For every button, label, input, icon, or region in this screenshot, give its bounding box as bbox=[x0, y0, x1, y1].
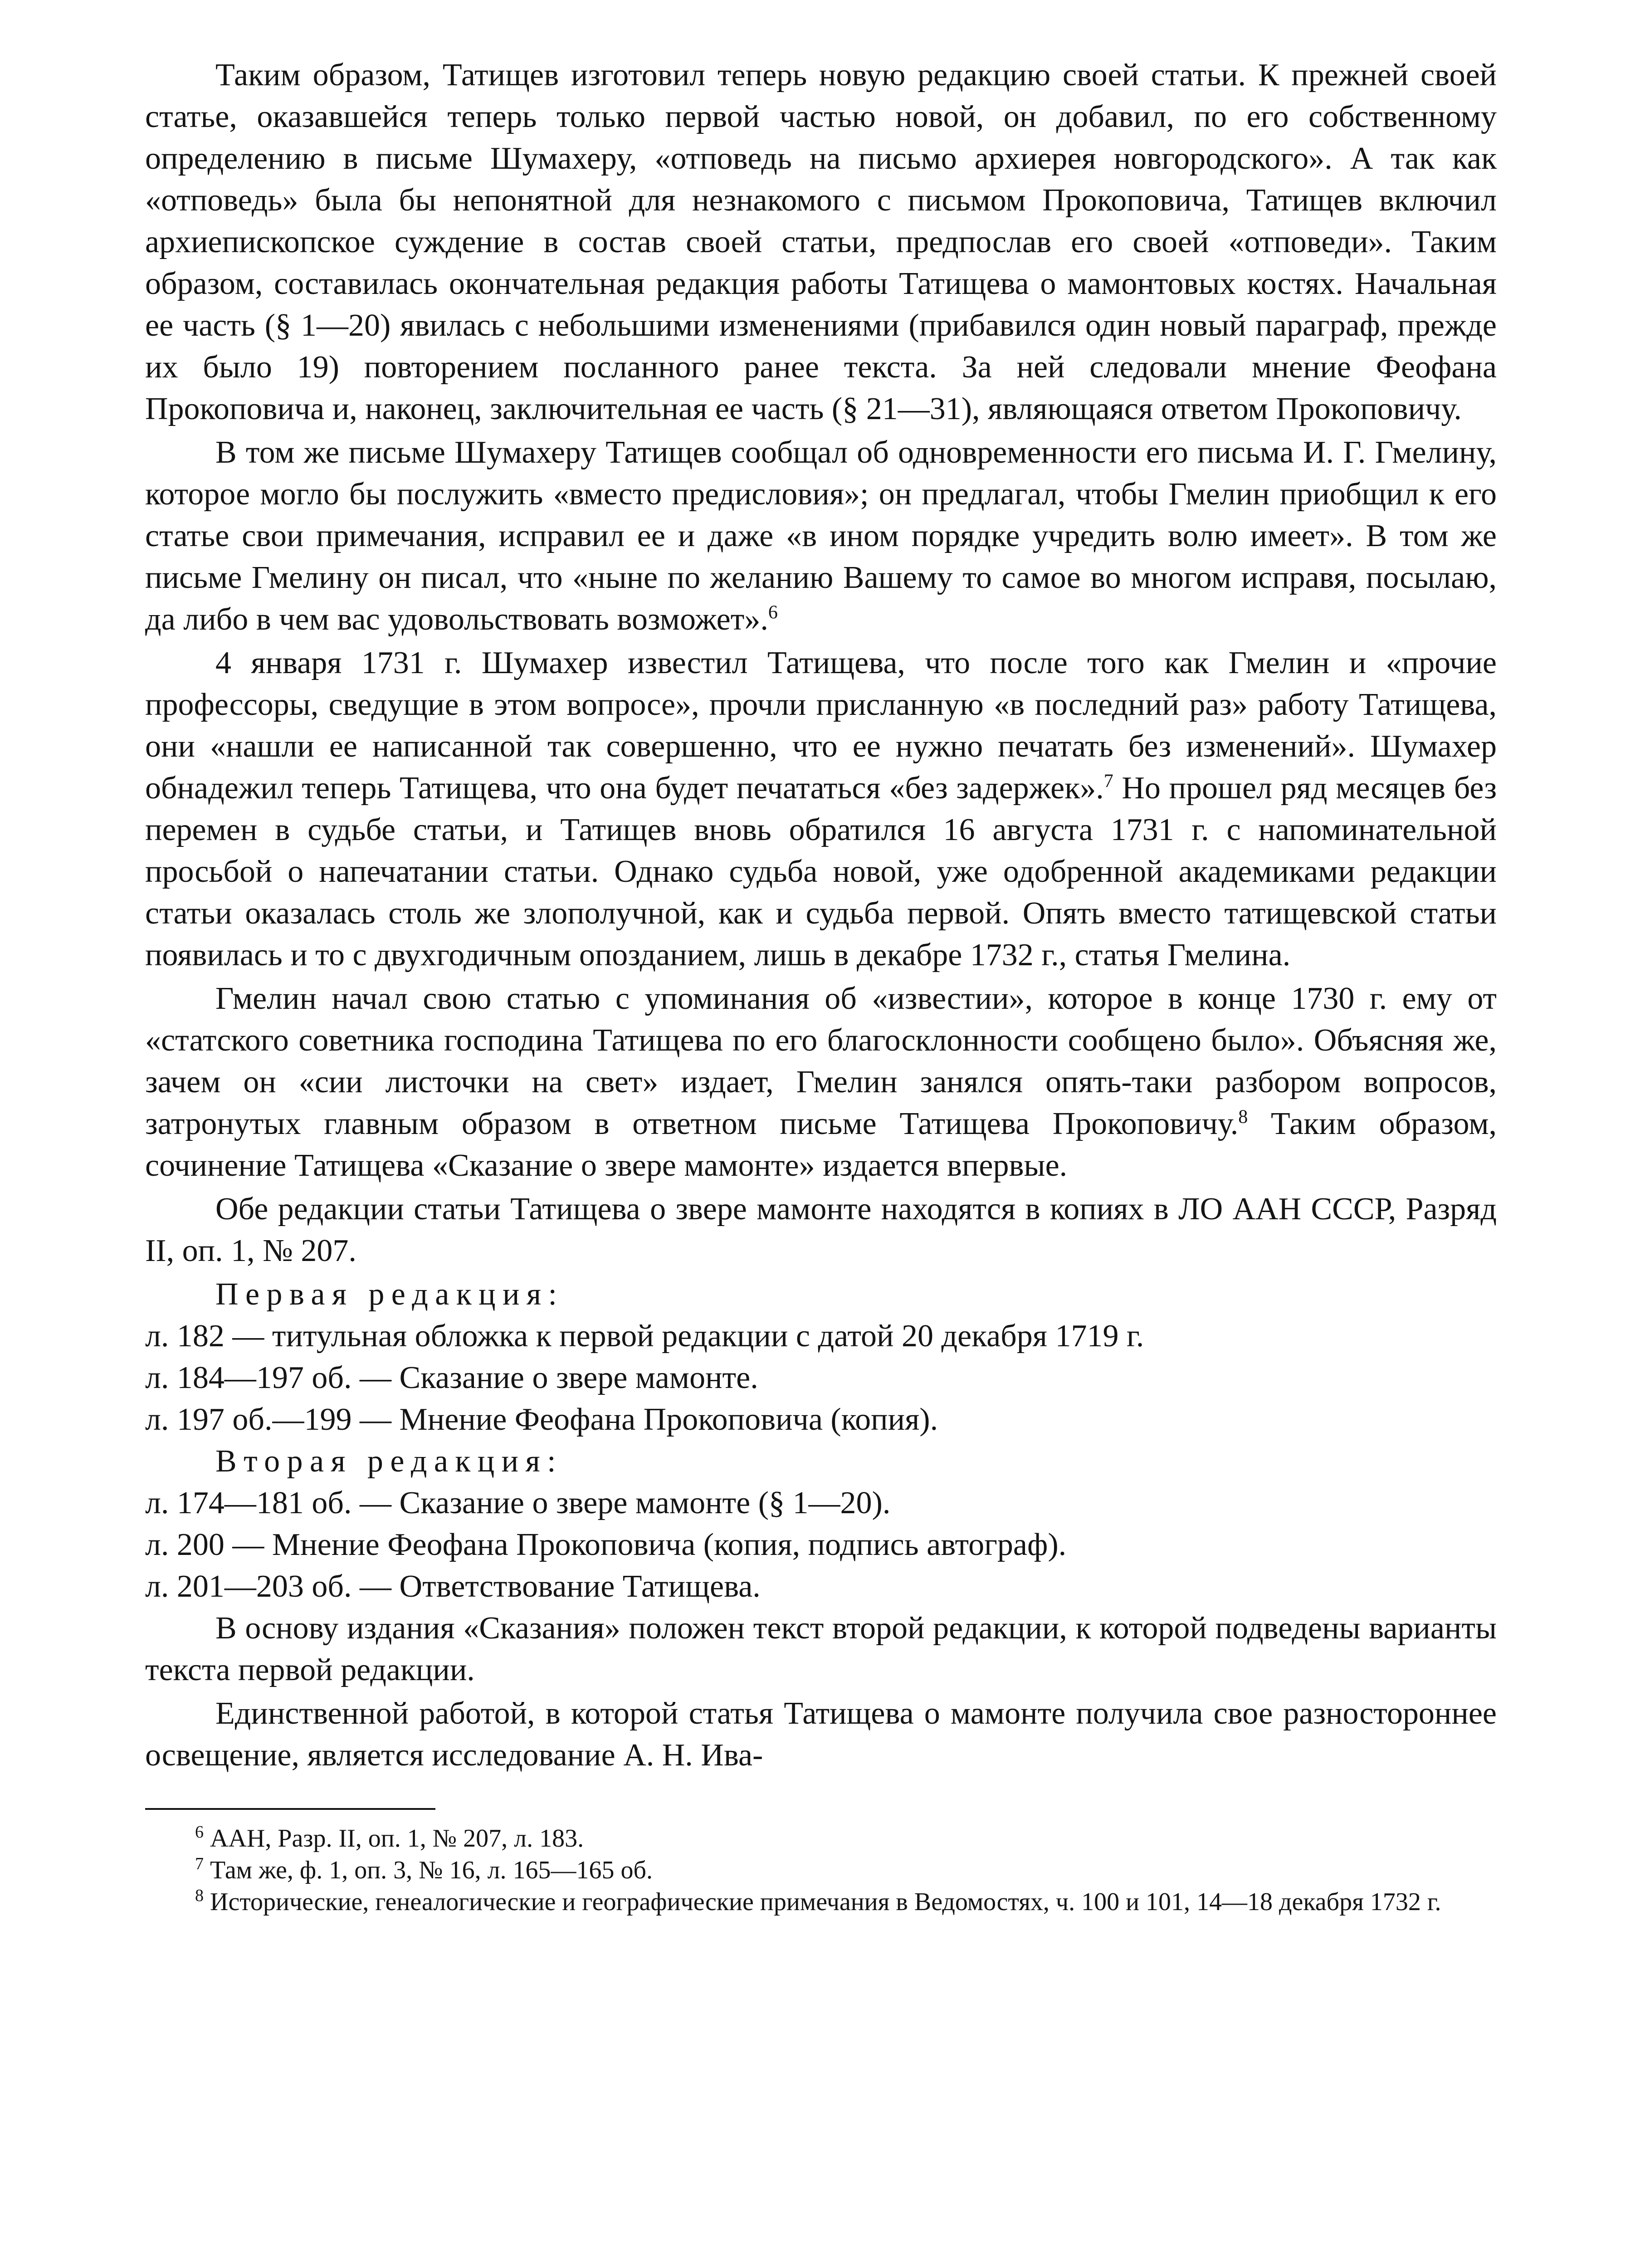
footnote-ref-6: 6 bbox=[768, 602, 778, 623]
paragraph-2-text: В том же письме Шумахеру Татищев сообщал об одновременности его письма И. Г. Гмелину, которое могло бы послужить «вместо предисловия»; он предлагал, чтобы Гмелин приобщил к его статье свои примечания, исправил ее и даже «в ином порядке учредить волю имеет». В том же письме Гмелину он писал, что «ныне по желанию Вашему то самое во многом исправя, посылаю, да либо в чем вас удовольствовать возможет». bbox=[145, 435, 1497, 637]
second-edition-item: л. 200 — Мнение Феофана Прокоповича (копия, подпись автограф). bbox=[145, 1527, 1067, 1562]
first-edition-item: л. 197 об.—199 — Мнение Феофана Прокоповича (копия). bbox=[145, 1402, 938, 1437]
paragraph-1: Таким образом, Татищев изготовил теперь новую редакцию своей статьи. К прежней своей статье, оказавшейся теперь только первой частью новой, он добавил, по его собственному определению в письме Шумахеру, «отповедь на письмо архиерея новгородского». А так как «отповедь» была бы непонятной для незнакомого с письмом Прокоповича, Татищев включил архиепископское суждение в состав своей статьи, предпослав его своей «отповеди». Таким образом, составилась окончательная редакция работы Татищева о мамонтовых костях. Начальная ее часть (§ 1—20) явилась с небольшими изменениями (прибавился один новый параграф, прежде их было 19) повторением посланного ранее текста. За ней следовали мнение Феофана Прокоповича и, наконец, заключительная ее часть (§ 21—31), являющаяся ответом Прокоповичу. bbox=[145, 58, 1497, 426]
paragraph-3-continuation: Но прошел ряд месяцев без перемен в судьбе статьи, и Татищев вновь обратился 16 августа 1731 г. с напоминательной просьбой о напечатании статьи. Однако судьба новой, уже одобренной академиками редакции статьи оказалась столь же злополучной, как и судьба первой. Опять вместо татищевской статьи появилась и то с двухгодичным опозданием, лишь в декабре 1732 г., статья Гмелина. bbox=[145, 771, 1497, 973]
second-edition-item: л. 201—203 об. — Ответствование Татищева. bbox=[145, 1569, 761, 1604]
paragraph-3-text: 4 января 1731 г. Шумахер известил Татищева, что после того как Гмелин и «прочие профессоры, сведущие в этом вопросе», прочли присланную «в последний раз» работу Татищева, они «нашли ее написанной так совершенно, что ее нужно печатать без изменений». Шумахер обнадежил теперь Татищева, что она будет печататься «без задержек». bbox=[145, 645, 1497, 806]
page-body bbox=[145, 54, 1497, 1918]
paragraph-5: Обе редакции статьи Татищева о звере мамонте находятся в копиях в ЛО ААН СССР, Разряд II, оп. 1, № 207. bbox=[145, 1192, 1497, 1268]
footnote-number: 7 bbox=[195, 1854, 204, 1874]
footnote-7 bbox=[145, 1854, 1497, 1886]
footnote-ref-7: 7 bbox=[1103, 771, 1113, 792]
footnote-number: 6 bbox=[195, 1823, 204, 1842]
footnote-divider bbox=[145, 1808, 435, 1810]
paragraph-7: Единственной работой, в которой статья Татищева о мамонте получила свое разностороннее освещение, является исследование А. Н. Ива- bbox=[145, 1696, 1497, 1773]
footnote-text: Исторические, генеалогические и географические примечания в Ведомостях, ч. 100 и 101, 14—18 декабря 1732 г. bbox=[210, 1888, 1441, 1916]
first-edition-item: л. 184—197 об. — Сказание о звере мамонте. bbox=[145, 1360, 758, 1395]
footnote-text: Там же, ф. 1, оп. 3, № 16, л. 165—165 об. bbox=[210, 1856, 653, 1884]
paragraph-4-continuation: Таким образом, сочинение Татищева «Сказание о звере мамонте» издается впервые. bbox=[145, 1106, 1497, 1183]
footnote-number: 8 bbox=[195, 1886, 204, 1906]
second-edition-heading: Вторая редакция: bbox=[215, 1444, 563, 1479]
second-edition-item: л. 174—181 об. — Сказание о звере мамонте (§ 1—20). bbox=[145, 1486, 891, 1520]
paragraph-4 bbox=[145, 978, 1497, 1187]
first-edition-item: л. 182 — титульная обложка к первой редакции с датой 20 декабря 1719 г. bbox=[145, 1319, 1144, 1354]
footnote-ref-8: 8 bbox=[1238, 1106, 1248, 1128]
footnote-8 bbox=[145, 1886, 1497, 1918]
first-edition-heading: Первая редакция: bbox=[215, 1277, 564, 1312]
paragraph-4-text: Гмелин начал свою статью с упоминания об «известии», которое в конце 1730 г. ему от «статского советника господина Татищева по его благосклонности сообщено было». Объясняя же, зачем он «сии листочки на свет» издает, Гмелин занялся опять-таки разбором вопросов, затронутых главным образом в ответном письме Татищева Прокоповичу. bbox=[145, 981, 1497, 1141]
paragraph-2 bbox=[145, 432, 1497, 640]
paragraph-6: В основу издания «Сказания» положен текст второй редакции, к которой подведены варианты текста первой редакции. bbox=[145, 1611, 1497, 1687]
footnote-6 bbox=[145, 1823, 1497, 1854]
footnote-text: ААН, Разр. II, оп. 1, № 207, л. 183. bbox=[210, 1824, 584, 1853]
paragraph-3 bbox=[145, 642, 1497, 976]
